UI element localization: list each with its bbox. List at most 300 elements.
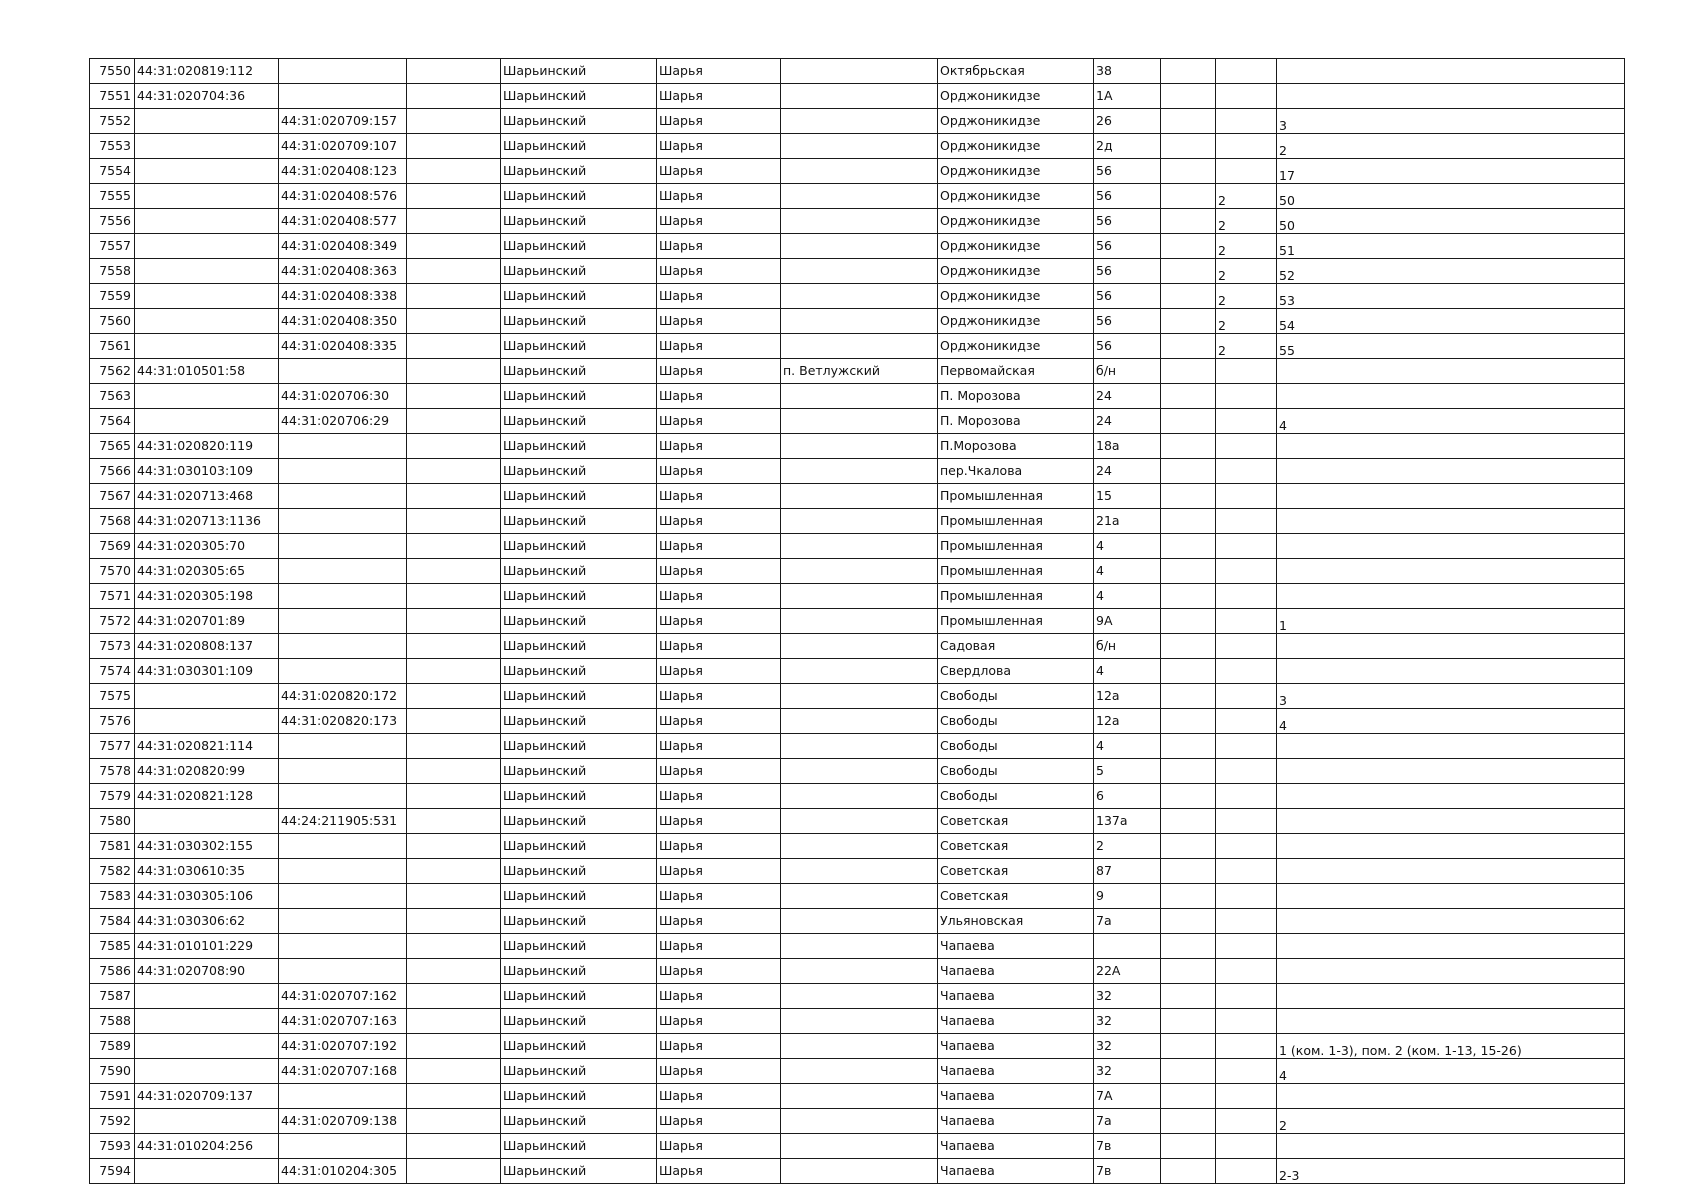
table-row bbox=[90, 559, 1625, 584]
table-row bbox=[90, 734, 1625, 759]
floor-cell bbox=[1216, 759, 1277, 784]
cadastral-number-cell: 44:31:020305:70 bbox=[135, 534, 279, 559]
settlement-cell bbox=[781, 309, 938, 334]
city-cell: Шарья bbox=[657, 559, 781, 584]
building-cell bbox=[1161, 109, 1216, 134]
floor-cell bbox=[1216, 784, 1277, 809]
extra-cell bbox=[407, 809, 501, 834]
settlement-cell bbox=[781, 234, 938, 259]
district-cell: Шарьинский bbox=[501, 584, 657, 609]
city-cell: Шарья bbox=[657, 334, 781, 359]
street-cell: Орджоникидзе bbox=[938, 309, 1094, 334]
cadastral-number-cell bbox=[135, 309, 279, 334]
parent-cadastral-cell: 44:31:020820:173 bbox=[279, 709, 407, 734]
table-row bbox=[90, 409, 1625, 434]
premises-cell bbox=[1277, 534, 1625, 559]
table-row bbox=[90, 684, 1625, 709]
floor-cell bbox=[1216, 834, 1277, 859]
district-cell: Шарьинский bbox=[501, 259, 657, 284]
parent-cadastral-cell: 44:31:020709:138 bbox=[279, 1109, 407, 1134]
table-row bbox=[90, 509, 1625, 534]
street-cell: Чапаева bbox=[938, 1059, 1094, 1084]
floor-cell bbox=[1216, 534, 1277, 559]
cadastral-number-cell bbox=[135, 259, 279, 284]
floor-cell bbox=[1216, 859, 1277, 884]
floor-cell bbox=[1216, 959, 1277, 984]
extra-cell bbox=[407, 59, 501, 84]
district-cell: Шарьинский bbox=[501, 684, 657, 709]
floor-cell bbox=[1216, 734, 1277, 759]
street-cell: Чапаева bbox=[938, 934, 1094, 959]
city-cell: Шарья bbox=[657, 809, 781, 834]
row-number-cell: 7569 bbox=[90, 534, 135, 559]
premises-cell bbox=[1277, 909, 1625, 934]
extra-cell bbox=[407, 384, 501, 409]
row-number-cell: 7579 bbox=[90, 784, 135, 809]
district-cell: Шарьинский bbox=[501, 509, 657, 534]
extra-cell bbox=[407, 1159, 501, 1184]
floor-cell bbox=[1216, 659, 1277, 684]
premises-cell bbox=[1277, 734, 1625, 759]
premises-cell bbox=[1277, 934, 1625, 959]
premises-cell bbox=[1277, 784, 1625, 809]
floor-cell bbox=[1216, 984, 1277, 1009]
premises-cell: 3 bbox=[1277, 109, 1625, 134]
premises-cell bbox=[1277, 484, 1625, 509]
table-row bbox=[90, 784, 1625, 809]
city-cell: Шарья bbox=[657, 634, 781, 659]
premises-cell bbox=[1277, 809, 1625, 834]
settlement-cell bbox=[781, 334, 938, 359]
parent-cadastral-cell: 44:31:020707:192 bbox=[279, 1034, 407, 1059]
district-cell: Шарьинский bbox=[501, 409, 657, 434]
parent-cadastral-cell: 44:31:020408:350 bbox=[279, 309, 407, 334]
street-cell: Орджоникидзе bbox=[938, 134, 1094, 159]
parent-cadastral-cell: 44:31:020706:30 bbox=[279, 384, 407, 409]
street-cell: Орджоникидзе bbox=[938, 334, 1094, 359]
table-row bbox=[90, 309, 1625, 334]
premises-cell bbox=[1277, 834, 1625, 859]
row-number-cell: 7572 bbox=[90, 609, 135, 634]
city-cell: Шарья bbox=[657, 109, 781, 134]
building-cell bbox=[1161, 84, 1216, 109]
city-cell: Шарья bbox=[657, 209, 781, 234]
row-number-cell: 7571 bbox=[90, 584, 135, 609]
premises-cell: 53 bbox=[1277, 284, 1625, 309]
parent-cadastral-cell bbox=[279, 484, 407, 509]
city-cell: Шарья bbox=[657, 534, 781, 559]
cadastral-number-cell bbox=[135, 984, 279, 1009]
table-row bbox=[90, 384, 1625, 409]
building-cell bbox=[1161, 1034, 1216, 1059]
district-cell: Шарьинский bbox=[501, 59, 657, 84]
parent-cadastral-cell bbox=[279, 84, 407, 109]
house-cell: 5 bbox=[1094, 759, 1161, 784]
settlement-cell bbox=[781, 734, 938, 759]
table-row bbox=[90, 634, 1625, 659]
street-cell: Садовая bbox=[938, 634, 1094, 659]
table-row bbox=[90, 159, 1625, 184]
floor-cell bbox=[1216, 609, 1277, 634]
premises-cell: 50 bbox=[1277, 184, 1625, 209]
street-cell: Чапаева bbox=[938, 1134, 1094, 1159]
building-cell bbox=[1161, 434, 1216, 459]
row-number-cell: 7556 bbox=[90, 209, 135, 234]
building-cell bbox=[1161, 834, 1216, 859]
settlement-cell bbox=[781, 1159, 938, 1184]
house-cell: 56 bbox=[1094, 234, 1161, 259]
premises-cell bbox=[1277, 1134, 1625, 1159]
settlement-cell bbox=[781, 609, 938, 634]
settlement-cell bbox=[781, 384, 938, 409]
city-cell: Шарья bbox=[657, 859, 781, 884]
city-cell: Шарья bbox=[657, 1084, 781, 1109]
extra-cell bbox=[407, 409, 501, 434]
floor-cell bbox=[1216, 634, 1277, 659]
row-number-cell: 7555 bbox=[90, 184, 135, 209]
floor-cell bbox=[1216, 1109, 1277, 1134]
parent-cadastral-cell: 44:31:020820:172 bbox=[279, 684, 407, 709]
settlement-cell bbox=[781, 409, 938, 434]
building-cell bbox=[1161, 934, 1216, 959]
building-cell bbox=[1161, 709, 1216, 734]
building-cell bbox=[1161, 1084, 1216, 1109]
parent-cadastral-cell: 44:31:020408:335 bbox=[279, 334, 407, 359]
district-cell: Шарьинский bbox=[501, 384, 657, 409]
city-cell: Шарья bbox=[657, 1059, 781, 1084]
building-cell bbox=[1161, 884, 1216, 909]
cadastral-number-cell bbox=[135, 1034, 279, 1059]
table-row bbox=[90, 659, 1625, 684]
house-cell: 7а bbox=[1094, 1109, 1161, 1134]
floor-cell bbox=[1216, 459, 1277, 484]
building-cell bbox=[1161, 584, 1216, 609]
parent-cadastral-cell bbox=[279, 659, 407, 684]
register-table bbox=[89, 58, 1625, 1184]
cadastral-number-cell: 44:31:030301:109 bbox=[135, 659, 279, 684]
floor-cell: 2 bbox=[1216, 234, 1277, 259]
cadastral-number-cell: 44:31:010501:58 bbox=[135, 359, 279, 384]
cadastral-number-cell: 44:31:030305:106 bbox=[135, 884, 279, 909]
street-cell: Промышленная bbox=[938, 509, 1094, 534]
row-number-cell: 7583 bbox=[90, 884, 135, 909]
table-row bbox=[90, 84, 1625, 109]
extra-cell bbox=[407, 559, 501, 584]
settlement-cell bbox=[781, 959, 938, 984]
cadastral-number-cell bbox=[135, 334, 279, 359]
street-cell: Орджоникидзе bbox=[938, 234, 1094, 259]
extra-cell bbox=[407, 734, 501, 759]
cadastral-number-cell bbox=[135, 1059, 279, 1084]
row-number-cell: 7561 bbox=[90, 334, 135, 359]
row-number-cell: 7578 bbox=[90, 759, 135, 784]
building-cell bbox=[1161, 784, 1216, 809]
district-cell: Шарьинский bbox=[501, 309, 657, 334]
house-cell: 12а bbox=[1094, 709, 1161, 734]
district-cell: Шарьинский bbox=[501, 1134, 657, 1159]
house-cell: 32 bbox=[1094, 984, 1161, 1009]
row-number-cell: 7594 bbox=[90, 1159, 135, 1184]
row-number-cell: 7582 bbox=[90, 859, 135, 884]
house-cell: 12а bbox=[1094, 684, 1161, 709]
settlement-cell bbox=[781, 1084, 938, 1109]
district-cell: Шарьинский bbox=[501, 484, 657, 509]
settlement-cell bbox=[781, 159, 938, 184]
street-cell: Орджоникидзе bbox=[938, 184, 1094, 209]
floor-cell: 2 bbox=[1216, 184, 1277, 209]
building-cell bbox=[1161, 659, 1216, 684]
parent-cadastral-cell bbox=[279, 759, 407, 784]
floor-cell bbox=[1216, 384, 1277, 409]
city-cell: Шарья bbox=[657, 1134, 781, 1159]
house-cell: 4 bbox=[1094, 534, 1161, 559]
floor-cell: 2 bbox=[1216, 284, 1277, 309]
premises-cell bbox=[1277, 884, 1625, 909]
extra-cell bbox=[407, 309, 501, 334]
district-cell: Шарьинский bbox=[501, 884, 657, 909]
house-cell: 18а bbox=[1094, 434, 1161, 459]
floor-cell: 2 bbox=[1216, 209, 1277, 234]
house-cell: 7в bbox=[1094, 1134, 1161, 1159]
parent-cadastral-cell bbox=[279, 59, 407, 84]
premises-cell bbox=[1277, 584, 1625, 609]
row-number-cell: 7553 bbox=[90, 134, 135, 159]
floor-cell bbox=[1216, 1059, 1277, 1084]
city-cell: Шарья bbox=[657, 84, 781, 109]
street-cell: П. Морозова bbox=[938, 384, 1094, 409]
extra-cell bbox=[407, 909, 501, 934]
cadastral-number-cell: 44:31:010101:229 bbox=[135, 934, 279, 959]
building-cell bbox=[1161, 159, 1216, 184]
street-cell: Чапаева bbox=[938, 1109, 1094, 1134]
row-number-cell: 7591 bbox=[90, 1084, 135, 1109]
extra-cell bbox=[407, 359, 501, 384]
building-cell bbox=[1161, 1009, 1216, 1034]
house-cell: 56 bbox=[1094, 184, 1161, 209]
settlement-cell bbox=[781, 584, 938, 609]
extra-cell bbox=[407, 784, 501, 809]
row-number-cell: 7573 bbox=[90, 634, 135, 659]
district-cell: Шарьинский bbox=[501, 934, 657, 959]
row-number-cell: 7558 bbox=[90, 259, 135, 284]
premises-cell bbox=[1277, 859, 1625, 884]
street-cell: Свободы bbox=[938, 734, 1094, 759]
parent-cadastral-cell bbox=[279, 459, 407, 484]
district-cell: Шарьинский bbox=[501, 634, 657, 659]
house-cell bbox=[1094, 934, 1161, 959]
building-cell bbox=[1161, 334, 1216, 359]
building-cell bbox=[1161, 384, 1216, 409]
settlement-cell bbox=[781, 834, 938, 859]
premises-cell bbox=[1277, 559, 1625, 584]
row-number-cell: 7588 bbox=[90, 1009, 135, 1034]
floor-cell bbox=[1216, 109, 1277, 134]
cadastral-number-cell bbox=[135, 209, 279, 234]
table-row bbox=[90, 984, 1625, 1009]
cadastral-number-cell: 44:31:010204:256 bbox=[135, 1134, 279, 1159]
parent-cadastral-cell: 44:31:010204:305 bbox=[279, 1159, 407, 1184]
street-cell: Чапаева bbox=[938, 1009, 1094, 1034]
city-cell: Шарья bbox=[657, 1159, 781, 1184]
parent-cadastral-cell bbox=[279, 509, 407, 534]
extra-cell bbox=[407, 1109, 501, 1134]
extra-cell bbox=[407, 984, 501, 1009]
building-cell bbox=[1161, 359, 1216, 384]
table-row bbox=[90, 284, 1625, 309]
settlement-cell bbox=[781, 784, 938, 809]
row-number-cell: 7589 bbox=[90, 1034, 135, 1059]
cadastral-number-cell bbox=[135, 684, 279, 709]
row-number-cell: 7587 bbox=[90, 984, 135, 1009]
table-row bbox=[90, 259, 1625, 284]
cadastral-number-cell bbox=[135, 709, 279, 734]
city-cell: Шарья bbox=[657, 1109, 781, 1134]
district-cell: Шарьинский bbox=[501, 984, 657, 1009]
floor-cell bbox=[1216, 584, 1277, 609]
cadastral-number-cell: 44:31:020709:137 bbox=[135, 1084, 279, 1109]
district-cell: Шарьинский bbox=[501, 734, 657, 759]
district-cell: Шарьинский bbox=[501, 909, 657, 934]
street-cell: Ульяновская bbox=[938, 909, 1094, 934]
extra-cell bbox=[407, 684, 501, 709]
city-cell: Шарья bbox=[657, 659, 781, 684]
premises-cell: 54 bbox=[1277, 309, 1625, 334]
district-cell: Шарьинский bbox=[501, 1109, 657, 1134]
street-cell: Орджоникидзе bbox=[938, 159, 1094, 184]
street-cell: Свободы bbox=[938, 709, 1094, 734]
building-cell bbox=[1161, 1134, 1216, 1159]
city-cell: Шарья bbox=[657, 409, 781, 434]
table-row bbox=[90, 759, 1625, 784]
city-cell: Шарья bbox=[657, 134, 781, 159]
premises-cell: 4 bbox=[1277, 709, 1625, 734]
city-cell: Шарья bbox=[657, 484, 781, 509]
extra-cell bbox=[407, 884, 501, 909]
city-cell: Шарья bbox=[657, 359, 781, 384]
floor-cell bbox=[1216, 484, 1277, 509]
table-row bbox=[90, 709, 1625, 734]
settlement-cell bbox=[781, 709, 938, 734]
extra-cell bbox=[407, 334, 501, 359]
row-number-cell: 7585 bbox=[90, 934, 135, 959]
row-number-cell: 7574 bbox=[90, 659, 135, 684]
building-cell bbox=[1161, 684, 1216, 709]
table-row bbox=[90, 184, 1625, 209]
floor-cell bbox=[1216, 509, 1277, 534]
house-cell: 24 bbox=[1094, 384, 1161, 409]
premises-cell bbox=[1277, 659, 1625, 684]
parent-cadastral-cell: 44:24:211905:531 bbox=[279, 809, 407, 834]
parent-cadastral-cell bbox=[279, 609, 407, 634]
district-cell: Шарьинский bbox=[501, 609, 657, 634]
city-cell: Шарья bbox=[657, 309, 781, 334]
table-row bbox=[90, 484, 1625, 509]
city-cell: Шарья bbox=[657, 509, 781, 534]
building-cell bbox=[1161, 459, 1216, 484]
floor-cell bbox=[1216, 1034, 1277, 1059]
city-cell: Шарья bbox=[657, 834, 781, 859]
extra-cell bbox=[407, 659, 501, 684]
settlement-cell bbox=[781, 884, 938, 909]
cadastral-number-cell bbox=[135, 409, 279, 434]
street-cell: Первомайская bbox=[938, 359, 1094, 384]
settlement-cell bbox=[781, 934, 938, 959]
row-number-cell: 7593 bbox=[90, 1134, 135, 1159]
settlement-cell bbox=[781, 759, 938, 784]
city-cell: Шарья bbox=[657, 434, 781, 459]
floor-cell bbox=[1216, 134, 1277, 159]
table-row bbox=[90, 884, 1625, 909]
house-cell: 4 bbox=[1094, 584, 1161, 609]
table-row bbox=[90, 934, 1625, 959]
cadastral-number-cell: 44:31:020821:128 bbox=[135, 784, 279, 809]
floor-cell bbox=[1216, 684, 1277, 709]
street-cell: Промышленная bbox=[938, 484, 1094, 509]
street-cell: П. Морозова bbox=[938, 409, 1094, 434]
district-cell: Шарьинский bbox=[501, 559, 657, 584]
cadastral-number-cell bbox=[135, 1109, 279, 1134]
row-number-cell: 7567 bbox=[90, 484, 135, 509]
row-number-cell: 7568 bbox=[90, 509, 135, 534]
extra-cell bbox=[407, 609, 501, 634]
house-cell: 4 bbox=[1094, 559, 1161, 584]
city-cell: Шарья bbox=[657, 684, 781, 709]
city-cell: Шарья bbox=[657, 984, 781, 1009]
cadastral-number-cell: 44:31:020808:137 bbox=[135, 634, 279, 659]
cadastral-number-cell: 44:31:020704:36 bbox=[135, 84, 279, 109]
house-cell: 9А bbox=[1094, 609, 1161, 634]
house-cell: 7в bbox=[1094, 1159, 1161, 1184]
city-cell: Шарья bbox=[657, 909, 781, 934]
cadastral-number-cell: 44:31:020701:89 bbox=[135, 609, 279, 634]
parent-cadastral-cell bbox=[279, 1134, 407, 1159]
parent-cadastral-cell bbox=[279, 584, 407, 609]
district-cell: Шарьинский bbox=[501, 459, 657, 484]
extra-cell bbox=[407, 709, 501, 734]
city-cell: Шарья bbox=[657, 159, 781, 184]
city-cell: Шарья bbox=[657, 709, 781, 734]
cadastral-number-cell: 44:31:020305:198 bbox=[135, 584, 279, 609]
floor-cell: 2 bbox=[1216, 259, 1277, 284]
district-cell: Шарьинский bbox=[501, 534, 657, 559]
extra-cell bbox=[407, 859, 501, 884]
extra-cell bbox=[407, 459, 501, 484]
parent-cadastral-cell: 44:31:020709:157 bbox=[279, 109, 407, 134]
house-cell: 2 bbox=[1094, 834, 1161, 859]
table-row bbox=[90, 59, 1625, 84]
settlement-cell bbox=[781, 1134, 938, 1159]
city-cell: Шарья bbox=[657, 609, 781, 634]
street-cell: Чапаева bbox=[938, 1034, 1094, 1059]
district-cell: Шарьинский bbox=[501, 134, 657, 159]
settlement-cell bbox=[781, 84, 938, 109]
row-number-cell: 7562 bbox=[90, 359, 135, 384]
table-row bbox=[90, 1109, 1625, 1134]
building-cell bbox=[1161, 509, 1216, 534]
settlement-cell bbox=[781, 209, 938, 234]
settlement-cell bbox=[781, 59, 938, 84]
parent-cadastral-cell bbox=[279, 834, 407, 859]
street-cell: пер.Чкалова bbox=[938, 459, 1094, 484]
extra-cell bbox=[407, 184, 501, 209]
street-cell: Чапаева bbox=[938, 1159, 1094, 1184]
extra-cell bbox=[407, 134, 501, 159]
cadastral-number-cell bbox=[135, 284, 279, 309]
building-cell bbox=[1161, 409, 1216, 434]
street-cell: Промышленная bbox=[938, 584, 1094, 609]
premises-cell bbox=[1277, 434, 1625, 459]
city-cell: Шарья bbox=[657, 784, 781, 809]
